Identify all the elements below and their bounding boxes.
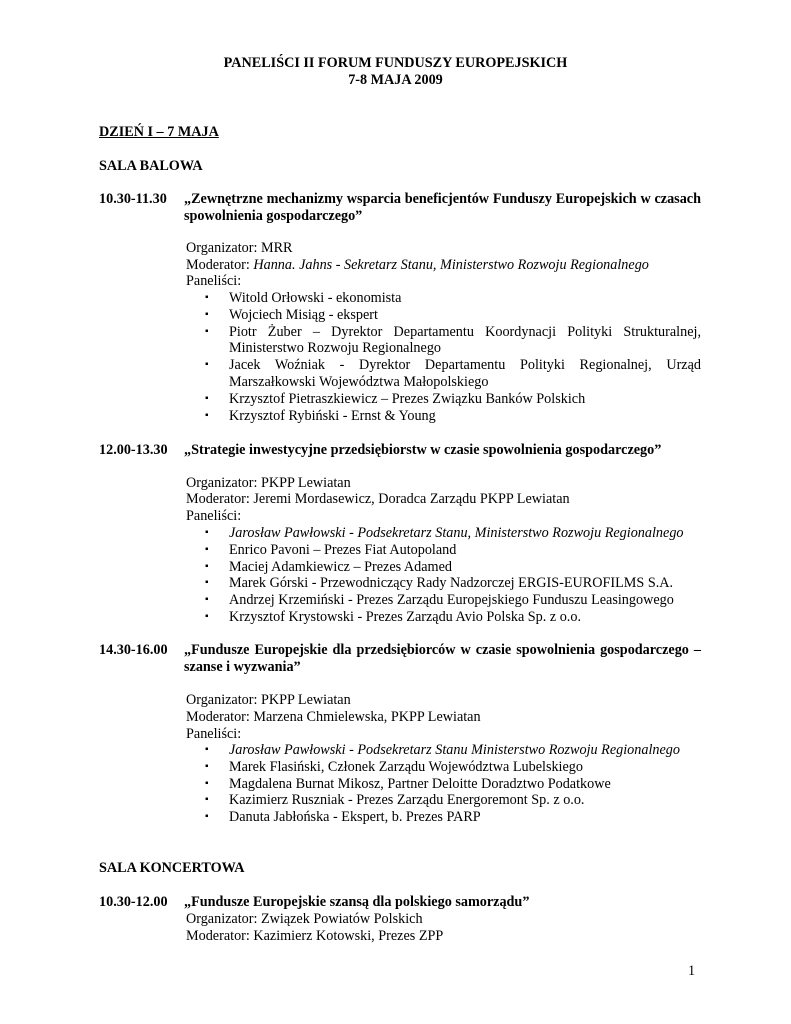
bullet-icon: ▪ — [205, 777, 209, 789]
session-3-title: „Fundusze Europejskie dla przedsiębiorców w czasie spowolnienia gospodarczego – szanse i wyzwania” — [184, 642, 701, 675]
panelist-name: Piotr Żuber – Dyrektor Departamentu Koordynacji Polityki Strukturalnej, Ministerstwo Rozwoju Regionalnego — [229, 323, 701, 357]
list-item — [205, 792, 701, 809]
panelist-name: Krzysztof Rybiński - Ernst & Young — [229, 407, 436, 424]
session-4-moderator: Moderator: Kazimierz Kotowski, Prezes ZPP — [186, 928, 444, 944]
list-item — [205, 357, 701, 391]
bullet-icon: ▪ — [205, 811, 209, 823]
session-2-time: 12.00-13.30 — [99, 442, 168, 458]
panelist-name: Krzysztof Pietraszkiewicz – Prezes Związku Banków Polskich — [229, 390, 586, 407]
page-title-line-2: 7-8 MAJA 2009 — [348, 72, 443, 88]
bullet-icon: ▪ — [205, 359, 209, 371]
list-item — [205, 776, 701, 793]
list-item — [205, 307, 701, 324]
bullet-icon: ▪ — [205, 292, 209, 303]
panelist-name: Enrico Pavoni – Prezes Fiat Autopoland — [229, 541, 457, 558]
room-heading-sala-koncertowa: SALA KONCERTOWA — [99, 860, 245, 876]
session-3-moderator: Moderator: Marzena Chmielewska, PKPP Lewiatan — [186, 709, 481, 725]
session-1-panelists-label: Paneliści: — [186, 273, 242, 289]
bullet-icon: ▪ — [205, 308, 209, 320]
list-item — [205, 575, 701, 592]
bullet-icon: ▪ — [205, 325, 209, 337]
list-item — [205, 559, 701, 576]
panelist-name: Jarosław Pawłowski - Podsekretarz Stanu Ministerstwo Rozwoju Regionalnego — [229, 742, 680, 758]
list-item — [205, 324, 701, 358]
list-item — [205, 542, 701, 559]
list-item — [205, 408, 701, 425]
list-item — [205, 525, 701, 542]
bullet-icon: ▪ — [205, 560, 209, 572]
session-2-title: „Strategie inwestycyjne przedsiębiorstw w czasie spowolnienia gospodarczego” — [184, 442, 662, 458]
session-1-title: „Zewnętrzne mechanizmy wsparcia beneficjentów Funduszy Europejskich w czasach spowolnienia gospodarczego” — [184, 191, 701, 224]
bullet-icon: ▪ — [205, 744, 209, 755]
moderator-label: Moderator: — [186, 257, 254, 273]
bullet-icon: ▪ — [205, 409, 209, 421]
session-2-moderator: Moderator: Jeremi Mordasewicz, Doradca Zarządu PKPP Lewiatan — [186, 491, 570, 507]
panelist-name: Maciej Adamkiewicz – Prezes Adamed — [229, 558, 452, 575]
list-item — [205, 742, 701, 759]
bullet-icon: ▪ — [205, 760, 209, 772]
session-4-time: 10.30-12.00 — [99, 894, 168, 910]
room-heading-sala-balowa: SALA BALOWA — [99, 158, 203, 174]
panelist-name: Jacek Woźniak - Dyrektor Departamentu Polityki Regionalnej, Urząd Marszałkowski Województwa Małopolskiego — [229, 357, 701, 390]
panelist-name: Wojciech Misiąg - ekspert — [229, 306, 378, 323]
day-heading: DZIEŃ I – 7 MAJA — [99, 124, 219, 140]
panelist-name: Marek Górski - Przewodniczący Rady Nadzorczej ERGIS-EUROFILMS S.A. — [229, 575, 674, 592]
bullet-icon: ▪ — [205, 392, 209, 404]
panelist-name: Magdalena Burnat Mikosz, Partner Deloitte Doradztwo Podatkowe — [229, 775, 611, 792]
bullet-icon: ▪ — [205, 577, 209, 589]
session-3-panelist-list — [205, 742, 701, 826]
bullet-icon: ▪ — [205, 794, 209, 806]
session-2-panelist-list — [205, 525, 701, 626]
session-2-organizer: Organizator: PKPP Lewiatan — [186, 475, 351, 491]
bullet-icon: ▪ — [205, 610, 209, 622]
session-3-time: 14.30-16.00 — [99, 642, 168, 658]
list-item — [205, 759, 701, 776]
list-item — [205, 809, 701, 826]
panelist-name: Andrzej Krzemiński - Prezes Zarządu Europejskiego Funduszu Leasingowego — [229, 592, 674, 609]
session-4-organizer: Organizator: Związek Powiatów Polskich — [186, 911, 423, 927]
session-1-panelist-list — [205, 290, 701, 424]
moderator-name: Hanna. Jahns - Sekretarz Stanu, Ministerstwo Rozwoju Regionalnego — [253, 257, 649, 273]
panelist-name: Danuta Jabłońska - Ekspert, b. Prezes PARP — [229, 809, 481, 826]
session-1-moderator — [186, 257, 649, 274]
session-3-panelists-label: Paneliści: — [186, 726, 242, 742]
list-item — [205, 391, 701, 408]
panelist-name: Marek Flasiński, Członek Zarządu Województwa Lubelskiego — [229, 758, 583, 775]
list-item — [205, 592, 701, 609]
panelist-name: Witold Orłowski - ekonomista — [229, 290, 402, 306]
session-3-organizer: Organizator: PKPP Lewiatan — [186, 692, 351, 708]
list-item — [205, 609, 701, 626]
panelist-name: Kazimierz Ruszniak - Prezes Zarządu Energoremont Sp. z o.o. — [229, 792, 585, 809]
bullet-icon: ▪ — [205, 594, 209, 606]
bullet-icon: ▪ — [205, 527, 209, 538]
session-2-panelists-label: Paneliści: — [186, 508, 242, 524]
panelist-name: Krzysztof Krystowski - Prezes Zarządu Avio Polska Sp. z o.o. — [229, 608, 581, 625]
session-1-time: 10.30-11.30 — [99, 191, 167, 207]
page-title-line-1: PANELIŚCI II FORUM FUNDUSZY EUROPEJSKICH — [223, 55, 568, 71]
panelist-name: Jarosław Pawłowski - Podsekretarz Stanu, Ministerstwo Rozwoju Regionalnego — [229, 525, 684, 541]
list-item — [205, 290, 701, 307]
session-4-title: „Fundusze Europejskie szansą dla polskiego samorządu” — [184, 894, 530, 910]
session-1-organizer: Organizator: MRR — [186, 240, 293, 256]
bullet-icon: ▪ — [205, 543, 209, 555]
page-number: 1 — [688, 963, 696, 979]
